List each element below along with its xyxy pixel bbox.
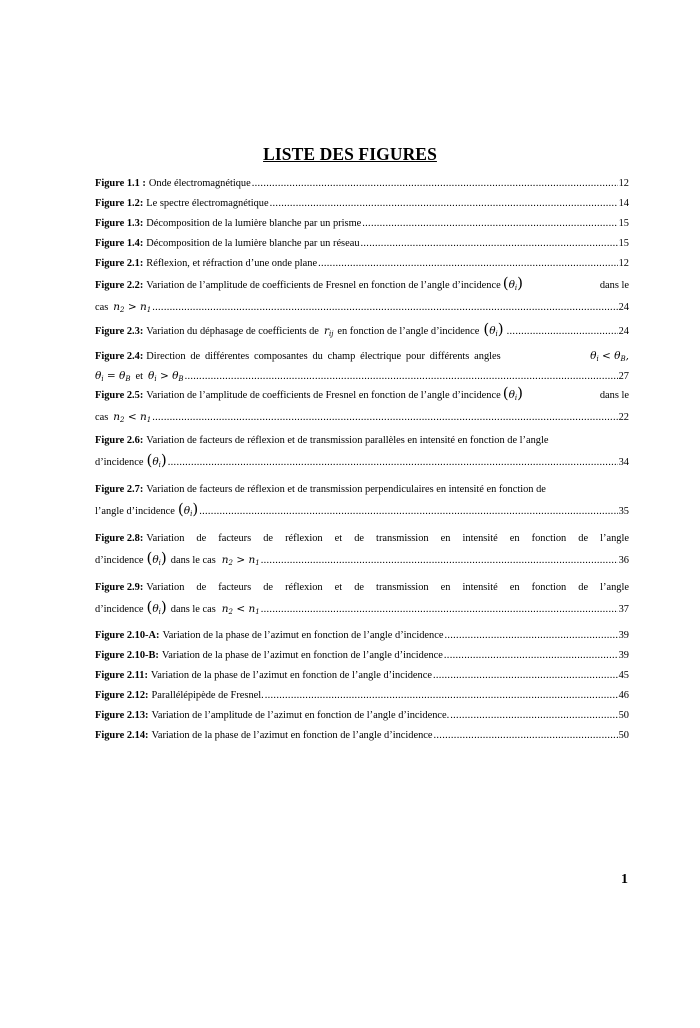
list-item <box>95 532 629 570</box>
figure-caption: Le spectre électromagnétique <box>146 198 269 209</box>
list-item <box>95 197 629 210</box>
page-ref: 12 <box>618 258 629 269</box>
figure-caption-cont: d’incidence <box>95 604 144 615</box>
page-ref: 15 <box>618 238 629 249</box>
leader-dots <box>318 257 618 270</box>
figure-caption-mid: en fonction de l’angle d’incidence <box>337 326 480 337</box>
page-number: 1 <box>621 872 628 887</box>
figure-label: Figure 2.8: <box>95 533 144 544</box>
leader-dots <box>252 177 618 190</box>
figure-caption: Réflexion, et réfraction d’une onde plane <box>146 258 318 269</box>
figure-caption-mid: et <box>135 371 144 382</box>
leader-dots <box>444 629 617 642</box>
page-ref: 12 <box>618 178 629 189</box>
leader-dots <box>434 729 618 742</box>
page-ref: 14 <box>618 198 629 209</box>
list-item <box>95 257 629 270</box>
figure-caption-mid: dans le cas <box>170 604 216 615</box>
leader-dots <box>361 237 618 250</box>
figure-caption: Décomposition de la lumière blanche par un prisme <box>146 218 362 229</box>
page-ref: 22 <box>618 412 629 423</box>
figure-caption: Onde électromagnétique <box>148 178 251 189</box>
page-ref: 46 <box>618 690 629 701</box>
leader-dots <box>152 301 617 314</box>
figure-label: Figure 2.12: <box>95 690 149 701</box>
list-item <box>95 729 629 742</box>
leader-dots <box>433 669 618 682</box>
page-ref: 37 <box>618 604 629 615</box>
figure-list <box>95 177 629 742</box>
figure-caption-cont: d’incidence <box>95 457 144 468</box>
page-ref: 50 <box>618 710 629 721</box>
leader-dots <box>450 709 617 722</box>
figure-label: Figure 2.6: <box>95 435 144 446</box>
theta-i-symbol: $(\theta_i)$ <box>146 451 167 469</box>
figure-caption: Variation de l’amplitude de l’azimut en fonction de l’angle d’incidence. <box>151 710 450 721</box>
figure-label: Figure 2.13: <box>95 710 149 721</box>
figure-caption: Variation de la phase de l’azimut en fonction de l’angle d’incidence <box>162 630 444 641</box>
figure-caption-end: dans le <box>599 390 629 401</box>
leader-dots <box>270 197 618 210</box>
list-item <box>95 649 629 662</box>
figure-caption: Variation de la phase de l’azimut en fonction de l’angle d’incidence <box>151 730 433 741</box>
list-item <box>95 483 629 521</box>
figure-label: Figure 2.5: <box>95 390 144 401</box>
figure-label: Figure 2.3: <box>95 326 144 337</box>
figure-label: Figure 2.1: <box>95 258 144 269</box>
list-item <box>95 177 629 190</box>
leader-dots <box>152 411 617 424</box>
page-ref: 15 <box>618 218 629 229</box>
theta-i-eq-theta-b-symbol: $\theta_i = \theta_B$ <box>95 370 131 383</box>
figure-caption: Décomposition de la lumière blanche par un réseau <box>146 238 360 249</box>
figure-label: Figure 2.9: <box>95 582 144 593</box>
figure-label: Figure 1.2: <box>95 198 144 209</box>
page-ref: 50 <box>618 730 629 741</box>
figure-caption: Direction de différentes composantes du champ électrique pour différents angles <box>146 351 501 362</box>
list-item <box>95 709 629 722</box>
leader-dots <box>444 649 618 662</box>
figure-label: Figure 2.10-B: <box>95 650 159 661</box>
theta-i-symbol: $(\theta_i)$ <box>502 384 523 402</box>
leader-dots <box>261 554 618 567</box>
figure-label: Figure 2.14: <box>95 730 149 741</box>
figure-caption: Variation de facteurs de réflexion et de transmission parallèles en intensité en fonction de l’angle <box>146 435 549 446</box>
figure-label: Figure 1.3: <box>95 218 144 229</box>
leader-dots <box>362 217 617 230</box>
list-item <box>95 629 629 642</box>
page-ref: 45 <box>618 670 629 681</box>
theta-i-gt-theta-b-symbol: $\theta_i > \theta_B$ <box>148 370 184 383</box>
list-item <box>95 274 629 317</box>
theta-i-lt-theta-b-symbol: $\theta_i < \theta_B$, <box>590 350 629 363</box>
figure-caption: Variation de facteurs de réflexion et de transmission en intensité en fonction de l’angle <box>146 533 629 544</box>
figure-label: Figure 2.2: <box>95 280 144 291</box>
figure-label: Figure 2.11: <box>95 670 148 681</box>
n2-lt-n1-symbol: $n_2 < n_1$ <box>221 603 260 616</box>
figure-caption: Variation de l’amplitude de coefficients de Fresnel en fonction de l’angle d’incidence <box>146 280 501 291</box>
page-title: LISTE DES FIGURES <box>263 144 437 164</box>
page-ref: 24 <box>618 326 629 337</box>
list-item <box>95 384 629 427</box>
page-ref: 36 <box>618 555 629 566</box>
figure-caption: Variation de l’amplitude de coefficients de Fresnel en fonction de l’angle d’incidence <box>146 390 501 401</box>
leader-dots <box>265 689 618 702</box>
figure-caption-cont: cas <box>95 302 109 313</box>
figure-label: Figure 2.4: <box>95 351 144 362</box>
figure-caption-cont: cas <box>95 412 109 423</box>
figure-label: Figure 1.1 : <box>95 178 146 189</box>
n2-gt-n1-symbol: $n_2 > n_1$ <box>221 554 260 567</box>
list-item <box>95 217 629 230</box>
n2-gt-n1-symbol: $n_2 > n_1$ <box>113 301 152 314</box>
figure-caption-cont: l’angle d’incidence <box>95 506 175 517</box>
page-ref: 39 <box>618 630 629 641</box>
list-item <box>95 434 629 472</box>
list-item <box>95 320 629 341</box>
list-item <box>95 581 629 619</box>
theta-i-symbol: $(\theta_i)$ <box>177 500 199 518</box>
figure-caption-mid: dans le cas <box>170 555 216 566</box>
list-item <box>95 689 629 702</box>
leader-dots <box>261 603 618 616</box>
theta-i-symbol: $(\theta_i)$ <box>502 274 523 292</box>
page-ref: 24 <box>618 302 629 313</box>
figure-label: Figure 2.10-A: <box>95 630 160 641</box>
leader-dots <box>168 456 618 469</box>
theta-i-symbol: $(\theta_i)$ <box>483 320 504 338</box>
leader-dots <box>507 325 618 338</box>
figure-label: Figure 2.7: <box>95 484 144 495</box>
list-item <box>95 669 629 682</box>
figure-caption: Variation du déphasage de coefficients de <box>146 326 319 337</box>
list-item <box>95 237 629 250</box>
figure-caption: Variation de la phase de l’azimut en fonction de l’angle d’incidence <box>161 650 443 661</box>
leader-dots <box>199 505 617 518</box>
leader-dots <box>185 370 618 383</box>
list-item <box>95 350 629 386</box>
figure-caption: Variation de facteurs de réflexion et de transmission perpendiculaires en intensité en fonction de <box>146 484 546 495</box>
page-ref: 27 <box>618 371 629 382</box>
figure-caption-end: dans le <box>599 280 629 291</box>
page-ref: 35 <box>618 506 629 517</box>
theta-i-symbol: $(\theta_i)$ <box>146 598 167 616</box>
r-ij-symbol: $r_{ij}$ <box>323 325 334 338</box>
page-ref: 39 <box>618 650 629 661</box>
figure-caption: Variation de la phase de l’azimut en fonction de l’angle d’incidence <box>150 670 432 681</box>
figure-caption-cont: d’incidence <box>95 555 144 566</box>
figure-label: Figure 1.4: <box>95 238 144 249</box>
figure-caption: Variation de facteurs de réflexion et de transmission en intensité en fonction de l’angle <box>146 582 629 593</box>
page-ref: 34 <box>618 457 629 468</box>
n2-lt-n1-symbol: $n_2 < n_1$ <box>113 411 152 424</box>
theta-i-symbol: $(\theta_i)$ <box>146 549 167 567</box>
figure-caption: Parallélépipède de Fresnel. <box>151 690 264 701</box>
